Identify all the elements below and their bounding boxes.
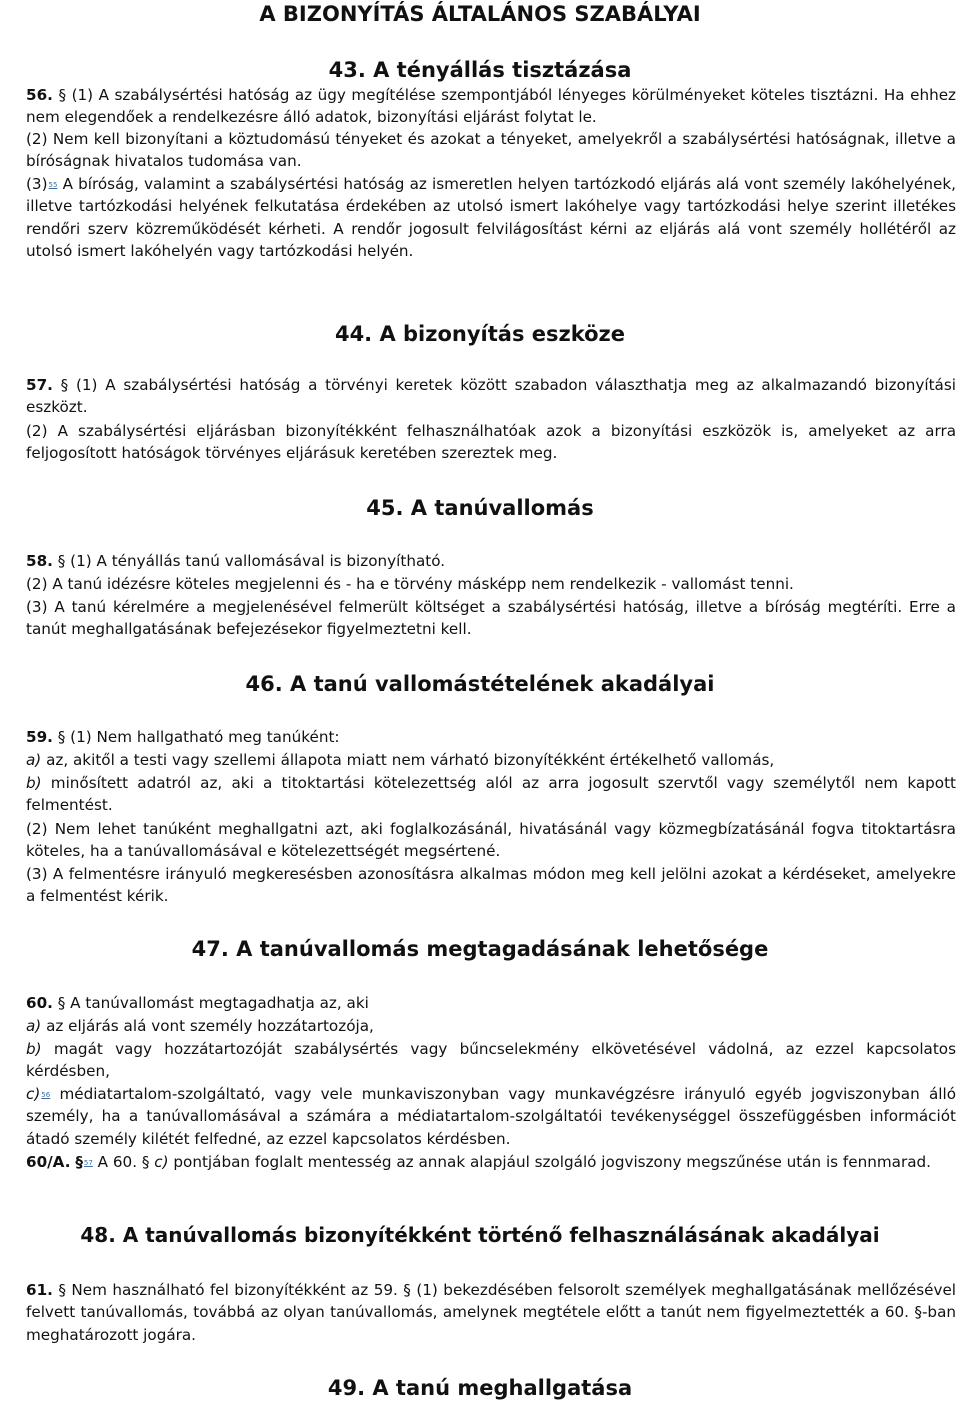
s59-paragraph-2: (2) Nem lehet tanúként meghallgatni azt, aki foglalkozásánál, hivatásánál vagy közmegbízatásánál fogva titoktartásra köteles, ha a tanúvallomásával e kötelezettségét megsértené. [26,820,956,861]
s59-paragraph-3: (3) A felmentésre irányuló megkeresésben azonosításra alkalmas módon meg kell jelölni azokat a kérdéseket, amelyekre a felmentést kérik. [26,865,956,906]
s60a-text-1: A 60. § [97,1153,150,1171]
heading-43: 43. A tényállás tisztázása [328,58,632,82]
s61-section-sign: § [58,1281,66,1299]
footnote-55-link[interactable]: 55 [48,181,58,189]
heading-46: 46. A tanú vallomástételének akadályai [245,672,715,696]
s60-point-a [4,1015,956,1037]
s56-number: 56. [26,86,53,104]
s56-paragraph-1 [4,84,956,130]
s58-number: 58. [26,552,53,570]
s60a-section-sign: § [75,1153,83,1171]
s58-paragraph-2: (2) A tanú idézésre köteles megjelenni és - ha e törvény másképp nem rendelkezik - vallomást tenni. [26,575,794,593]
s56-paragraph-2: (2) Nem kell bizonyítani a köztudomású tényeket és azokat a tényeket, amelyekről a szabálysértési hatóságnak, illetve a bíróságnak hivatalos tudomása van. [26,130,956,171]
s60-b-label: b) [26,1040,42,1058]
footnote-57-link[interactable]: 57 [83,1159,93,1167]
s56-p3-lead: (3) [26,175,48,193]
s60-point-b [4,1038,956,1083]
s60-b-text: magát vagy hozzátartozóját szabálysértés vagy bűncselekmény elkövetésével vádolná, az ezzel kapcsolatos kérdésben, [26,1040,957,1081]
s57-number: 57. [26,376,53,394]
s60-a-text: az eljárás alá vont személy hozzátartozója, [46,1017,374,1035]
s60-point-c [4,1083,956,1150]
s61-p1-text: Nem használható fel bizonyítékként az 59. § (1) bekezdésében felsorolt személyek meghallgatásának mellőzésével felvett tanúvallomás, továbbá az olyan tanúvallomás, amelynek megtétele előtt a tanút nem figyelmeztették a 60. §-ban meghatározott jogára. [26,1281,957,1344]
s59-b-label: b) [26,774,42,792]
s56-section-sign: § [58,86,67,104]
s59-number: 59. [26,728,53,746]
s60-paragraph-1 [4,992,956,1014]
heading-47: 47. A tanúvallomás megtagadásának lehetősége [191,937,769,961]
footnote-56-link[interactable]: 56 [41,1091,51,1099]
s60a-ref-c: c) [154,1153,169,1171]
heading-49: 49. A tanú meghallgatása [327,1376,633,1400]
s59-p1-text: (1) Nem hallgatható meg tanúként: [70,728,340,746]
s58-section-sign: § [57,552,66,570]
s58-p1-text: (1) A tényállás tanú vallomásával is bizonyítható. [70,552,446,570]
s59-a-label: a) [26,751,42,769]
s58-paragraph-3: (3) A tanú kérelmére a megjelenésével felmerült költséget a szabálysértési hatóság, illetve a bíróság megtéríti. Erre a tanút meghallgatásának befejezésekor figyelmeztetni kell. [26,598,956,639]
s60-p1-text: A tanúvallomást megtagadhatja az, aki [70,994,369,1012]
s59-a-text: az, akitől a testi vagy szellemi állapota miatt nem várható bizonyítékként értékelhető vallomás, [46,751,775,769]
s57-p1-text: (1) A szabálysértési hatóság a törvényi keretek között szabadon választhatja meg az alkalmazandó bizonyítási eszközt. [26,376,957,417]
s60-a-label: a) [26,1017,42,1035]
s60-number: 60. [26,994,53,1012]
s59-point-b [4,772,956,817]
heading-44: 44. A bizonyítás eszköze [334,322,626,346]
s60-section-sign: § [57,994,66,1012]
s60-c-text: médiatartalom-szolgáltató, vagy vele munkaviszonyban vagy munkavégzésre irányuló egyéb jogviszonyban álló személy, ha a tanúvallomásával a számára a médiatartalom-szolgáltatói tevékenységgel összefüggésben információt átadó személy kilétét felfedné, az ezzel kapcsolatos kérdésben. [26,1085,956,1148]
s59-section-sign: § [57,728,66,746]
s56-p1-text: (1) A szabálysértési hatóság az ügy megítélése szempontjából lényeges körülményeket köteles tisztázni. Ha ehhez nem elegendőek a rendelkezésre álló adatok, bizonyítási eljárást folytat le. [26,86,957,127]
heading-45: 45. A tanúvallomás [366,496,594,520]
s59-paragraph-1 [4,726,956,748]
s60-c-label: c) [26,1085,41,1103]
s59-point-a [4,749,956,771]
s57-paragraph-2: (2) A szabálysértési eljárásban bizonyítékként felhasználhatóak azok a bizonyítási eszközök is, amelyeket az arra feljogosított hatóságok törvényes eljárásuk keretében szereztek meg. [26,422,956,463]
s61-paragraph [4,1279,956,1346]
s56-paragraph-3 [4,173,956,263]
s56-p3-text: A bíróság, valamint a szabálysértési hatóság az ismeretlen helyen tartózkodó eljárás alá vont személy lakóhelyének, illetve tartózkodási helyének felkutatása érdekében az utolsó ismert lakóhelye vagy tartózkodási helye szerint illetékes rendőri szerv közreműködését kérheti. A rendőr jogosult felvilágosítást kérni az eljárás alá vont személy hollétéről az utolsó ismert lakóhelyén vagy tartózkodási helyén. [26,175,956,261]
s58-paragraph-1 [4,550,956,572]
main-heading: A BIZONYÍTÁS ÁLTALÁNOS SZABÁLYAI [259,2,701,26]
s57-section-sign: § [60,376,69,394]
heading-48: 48. A tanúvallomás bizonyítékként történő felhasználásának akadályai [80,1223,880,1247]
s60a-number: 60/A. [26,1153,71,1171]
s61-number: 61. [26,1281,53,1299]
s60a-text-2: pontjában foglalt mentesség az annak alapjául szolgáló jogviszony megszűnése után is fennmarad. [173,1153,931,1171]
s60a-paragraph [4,1151,956,1173]
s59-b-text: minősített adatról az, aki a titoktartási kötelezettség alól az arra jogosult szervtől vagy személytől nem kapott felmentést. [26,774,956,815]
s57-paragraph-1 [4,374,956,419]
